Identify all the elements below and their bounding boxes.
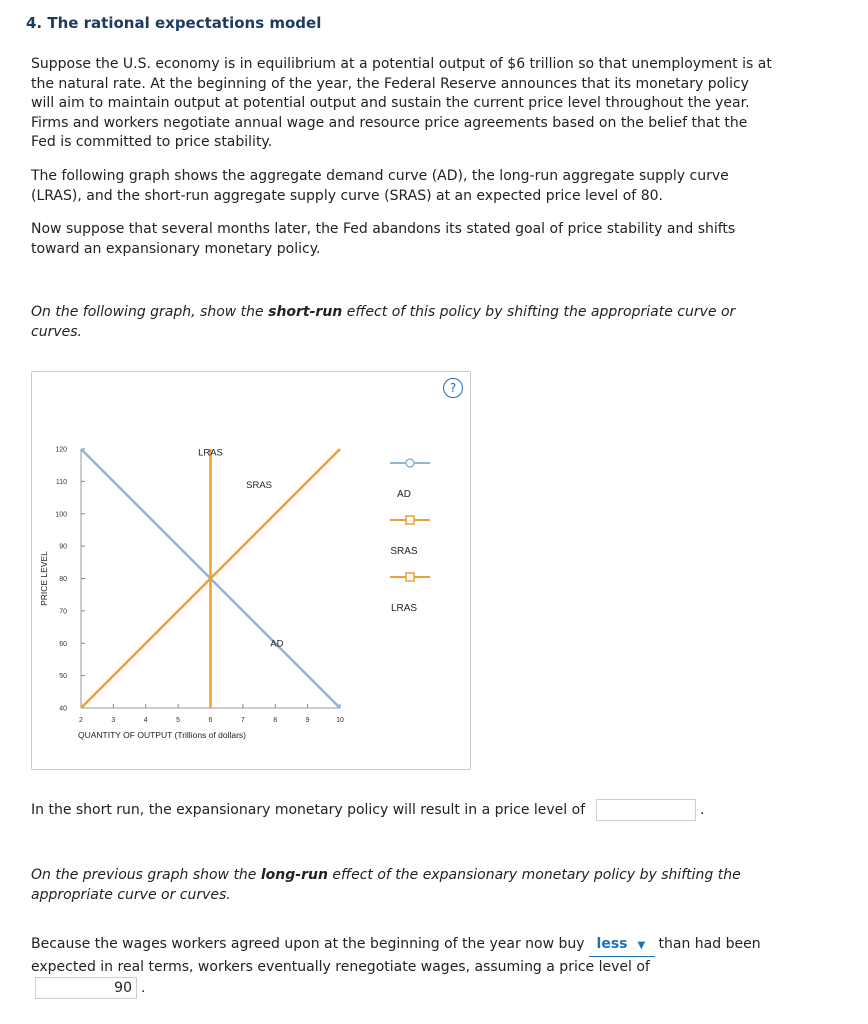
tool-label: AD bbox=[397, 489, 411, 500]
dropdown-selected-value: less bbox=[596, 936, 628, 952]
short-run-price-level-input[interactable] bbox=[596, 799, 696, 821]
square-handle-icon bbox=[406, 516, 414, 524]
real-wage-dropdown[interactable] bbox=[589, 934, 655, 957]
graph-panel bbox=[31, 371, 471, 770]
x-tick-label: 10 bbox=[336, 717, 344, 724]
tool-sras[interactable] bbox=[390, 516, 430, 557]
y-tick-label: 80 bbox=[59, 576, 67, 583]
circle-handle-icon bbox=[406, 459, 414, 467]
y-tick-label: 90 bbox=[59, 543, 67, 551]
y-tick-label: 60 bbox=[59, 640, 67, 648]
wage-question bbox=[31, 934, 776, 999]
instruction-text: effect of this policy by shifting the appropriate curve or curves. bbox=[31, 304, 736, 340]
x-tick-label: 9 bbox=[305, 717, 310, 724]
x-tick-label: 5 bbox=[176, 717, 181, 724]
tool-label: SRAS bbox=[390, 546, 418, 557]
short-run-instruction bbox=[31, 303, 776, 342]
square-handle-icon bbox=[406, 573, 414, 581]
y-tick-label: 40 bbox=[59, 705, 67, 713]
x-tick-label: 7 bbox=[240, 717, 245, 724]
x-tick-label: 6 bbox=[208, 717, 213, 724]
sentence-period: . bbox=[141, 980, 146, 996]
y-tick-label: 70 bbox=[59, 608, 67, 616]
y-tick-label: 110 bbox=[55, 478, 67, 486]
scenario-paragraph: Now suppose that several months later, the Fed abandons its stated goal of price stability and shifts toward an expansionary monetary policy. bbox=[31, 221, 736, 257]
y-tick-label: 50 bbox=[59, 673, 67, 681]
instruction-text: effect of the expansionary monetary policy by shifting the appropriate curve or curves. bbox=[31, 867, 741, 903]
x-axis-title: QUANTITY OF OUTPUT (Trillions of dollars) bbox=[78, 730, 246, 740]
y-tick-label: 100 bbox=[55, 511, 67, 519]
ad-curve-label: AD bbox=[270, 638, 284, 650]
x-tick-label: 2 bbox=[79, 717, 83, 724]
wage-question-text: than had been expected in real terms, workers eventually renegotiate wages, assuming a price level of bbox=[31, 936, 761, 975]
wage-question-text: Because the wages workers agreed upon at the beginning of the year now buy bbox=[31, 936, 585, 952]
y-axis-title: PRICE LEVEL bbox=[39, 551, 49, 606]
instruction-text: On the following graph, show the bbox=[31, 304, 269, 320]
x-tick-label: 4 bbox=[143, 717, 148, 724]
short-run-question-text: In the short run, the expansionary monetary policy will result in a price level of bbox=[31, 802, 586, 818]
tool-label: LRAS bbox=[390, 603, 418, 614]
question-title: 4. The rational expectations model bbox=[26, 14, 322, 32]
help-icon[interactable]: ? bbox=[443, 378, 463, 398]
instruction-emphasis: long-run bbox=[260, 867, 328, 883]
short-run-question bbox=[31, 799, 831, 821]
renegotiated-price-level-input[interactable]: 90 bbox=[35, 977, 137, 999]
aggregate-supply-demand-graph bbox=[32, 372, 470, 769]
lras-curve-label: LRAS bbox=[198, 447, 223, 459]
instruction-emphasis: short-run bbox=[268, 304, 343, 320]
tool-ad[interactable] bbox=[390, 459, 430, 500]
sras-curve-label: SRAS bbox=[246, 479, 272, 491]
x-tick-label: 8 bbox=[273, 717, 278, 724]
graph-description-paragraph: The following graph shows the aggregate demand curve (AD), the long-run aggregate supply curve (LRAS), and the short-run aggregate supply curve (SRAS) at an expected price level of 80. bbox=[31, 168, 729, 204]
tool-lras[interactable] bbox=[390, 573, 430, 614]
sentence-period: . bbox=[700, 802, 705, 818]
y-tick-label: 120 bbox=[55, 446, 67, 454]
chevron-down-icon: ▼ bbox=[637, 940, 646, 951]
long-run-instruction bbox=[31, 866, 776, 905]
instruction-text: On the previous graph show the bbox=[31, 867, 261, 883]
x-tick-label: 3 bbox=[111, 717, 116, 724]
intro-paragraph: Suppose the U.S. economy is in equilibrium at a potential output of $6 trillion so that unemployment is at the natural rate. At the beginning of the year, the Federal Reserve announces that its monetary policy will aim to maintain output at potential output and sustain the current price level throughout the year. Firms and workers negotiate annual wage and resource price agreements based on the belief that the Fed is committed to price stability. bbox=[31, 56, 772, 150]
